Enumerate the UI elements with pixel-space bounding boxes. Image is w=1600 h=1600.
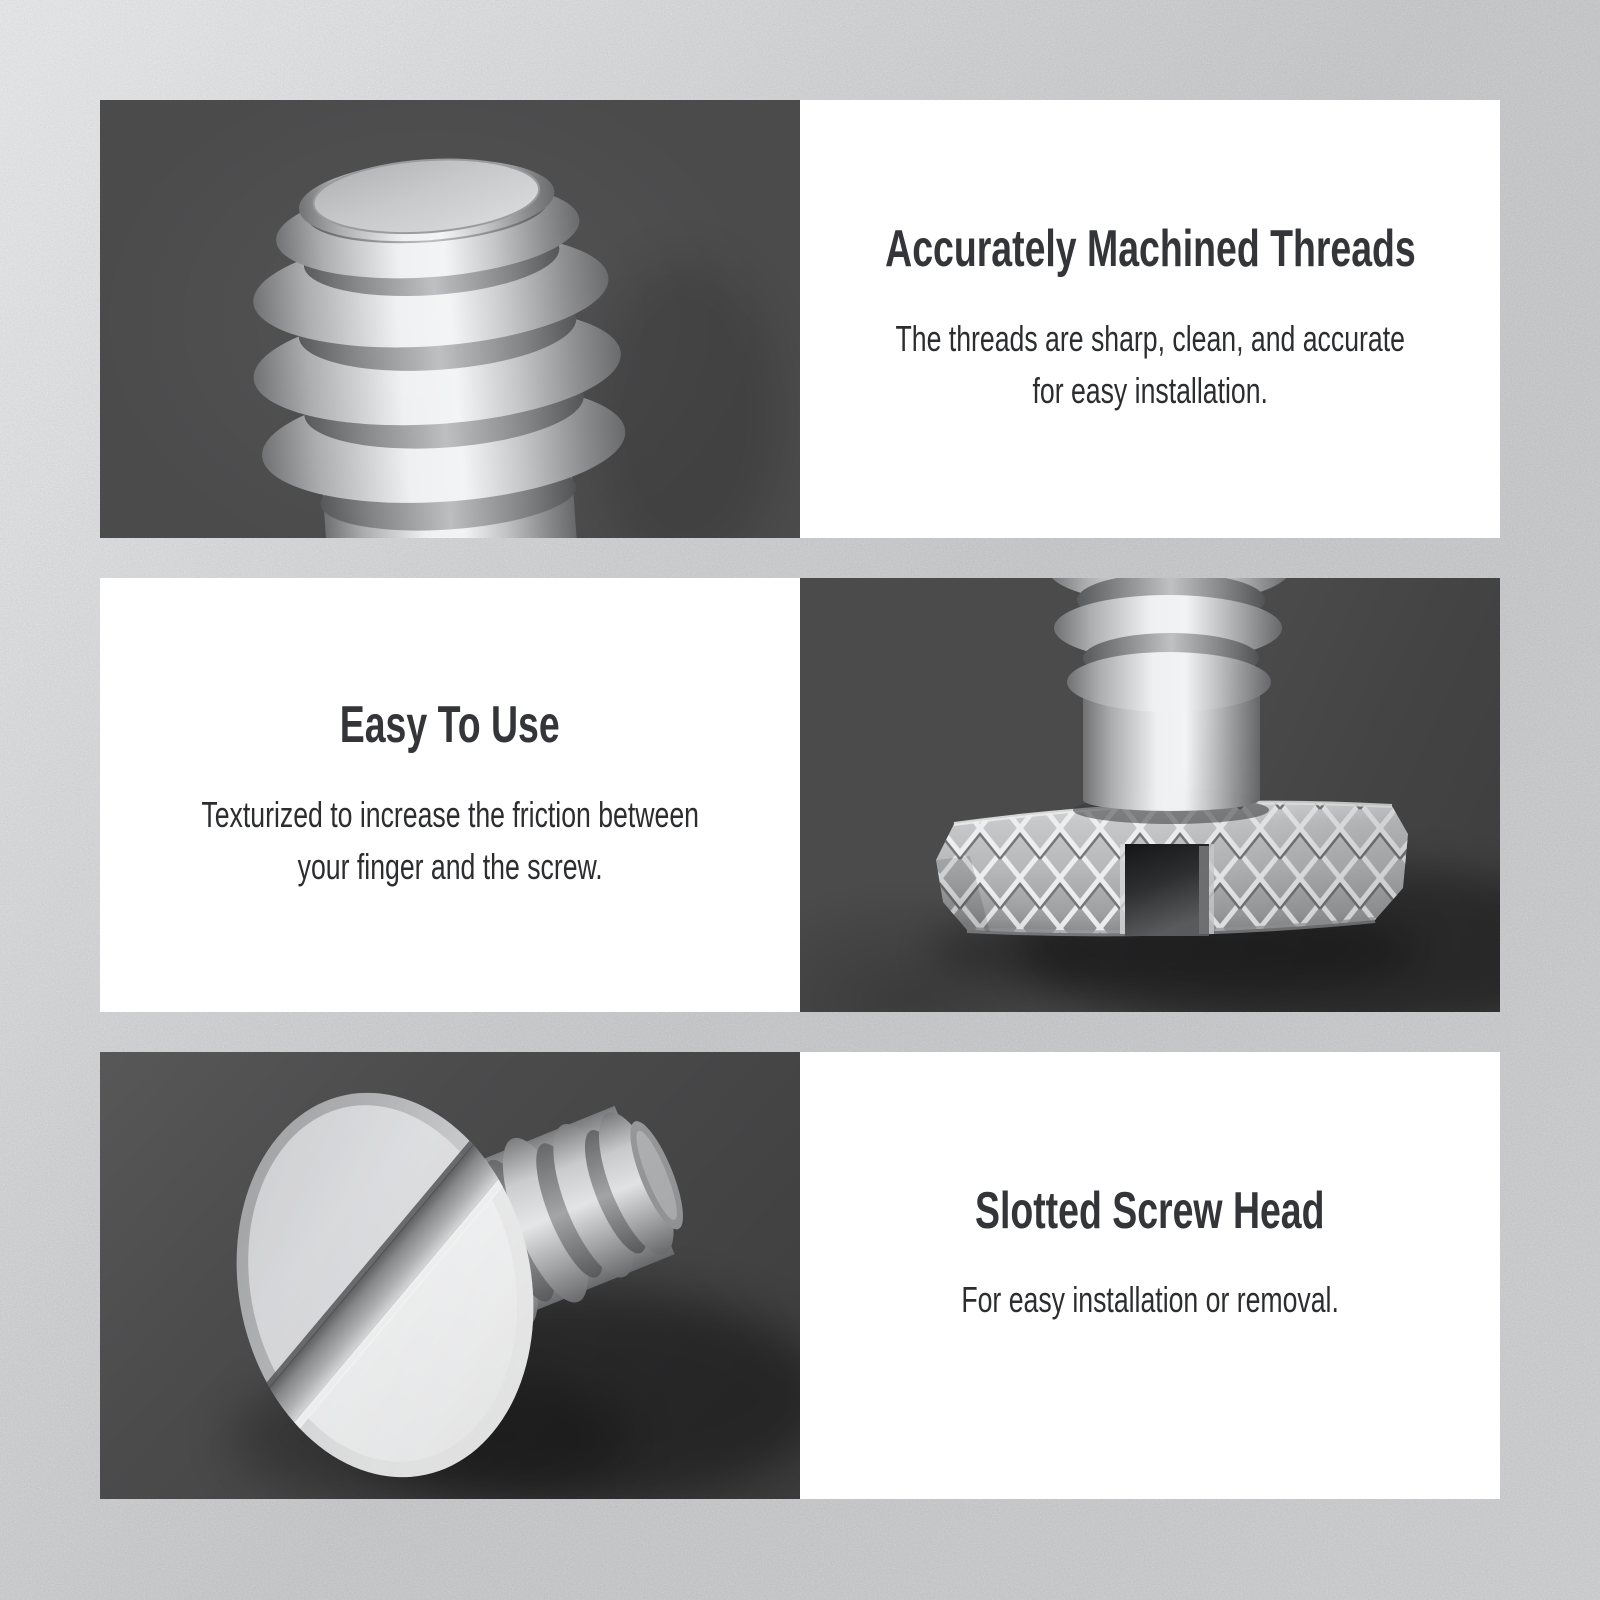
easy-to-use-body-line-2: your finger and the screw. bbox=[297, 846, 603, 888]
slotted-head-body bbox=[961, 1274, 1339, 1327]
threads-body-line-2: for easy installation. bbox=[1032, 370, 1268, 412]
threads-text-panel bbox=[800, 100, 1500, 538]
easy-to-use-text-panel bbox=[100, 578, 800, 1012]
threads-body bbox=[895, 313, 1404, 418]
slotted-head-text-panel bbox=[800, 1052, 1500, 1499]
slotted-screw-photo bbox=[100, 1052, 800, 1499]
slotted-screw-photo-panel bbox=[100, 1052, 800, 1499]
threads-heading: Accurately Machined Threads bbox=[884, 220, 1416, 279]
slotted-head-body-line-1: For easy installation or removal. bbox=[961, 1279, 1339, 1321]
feature-section-threads bbox=[100, 100, 1500, 538]
feature-section-slotted-head bbox=[100, 1052, 1500, 1499]
feature-section-easy-to-use bbox=[100, 578, 1500, 1012]
slotted-head-heading: Slotted Screw Head bbox=[975, 1182, 1325, 1241]
thread-tip-photo-panel bbox=[100, 100, 800, 538]
knurled-thumbscrew-photo-panel bbox=[800, 578, 1500, 1012]
easy-to-use-body bbox=[201, 789, 699, 894]
easy-to-use-heading: Easy To Use bbox=[340, 696, 560, 755]
easy-to-use-body-line-1: Texturized to increase the friction between bbox=[201, 793, 699, 835]
threads-body-line-1: The threads are sharp, clean, and accurate bbox=[895, 317, 1405, 359]
knurled-thumbscrew-photo bbox=[800, 578, 1500, 1012]
screw-thread-tip-photo bbox=[100, 100, 800, 538]
